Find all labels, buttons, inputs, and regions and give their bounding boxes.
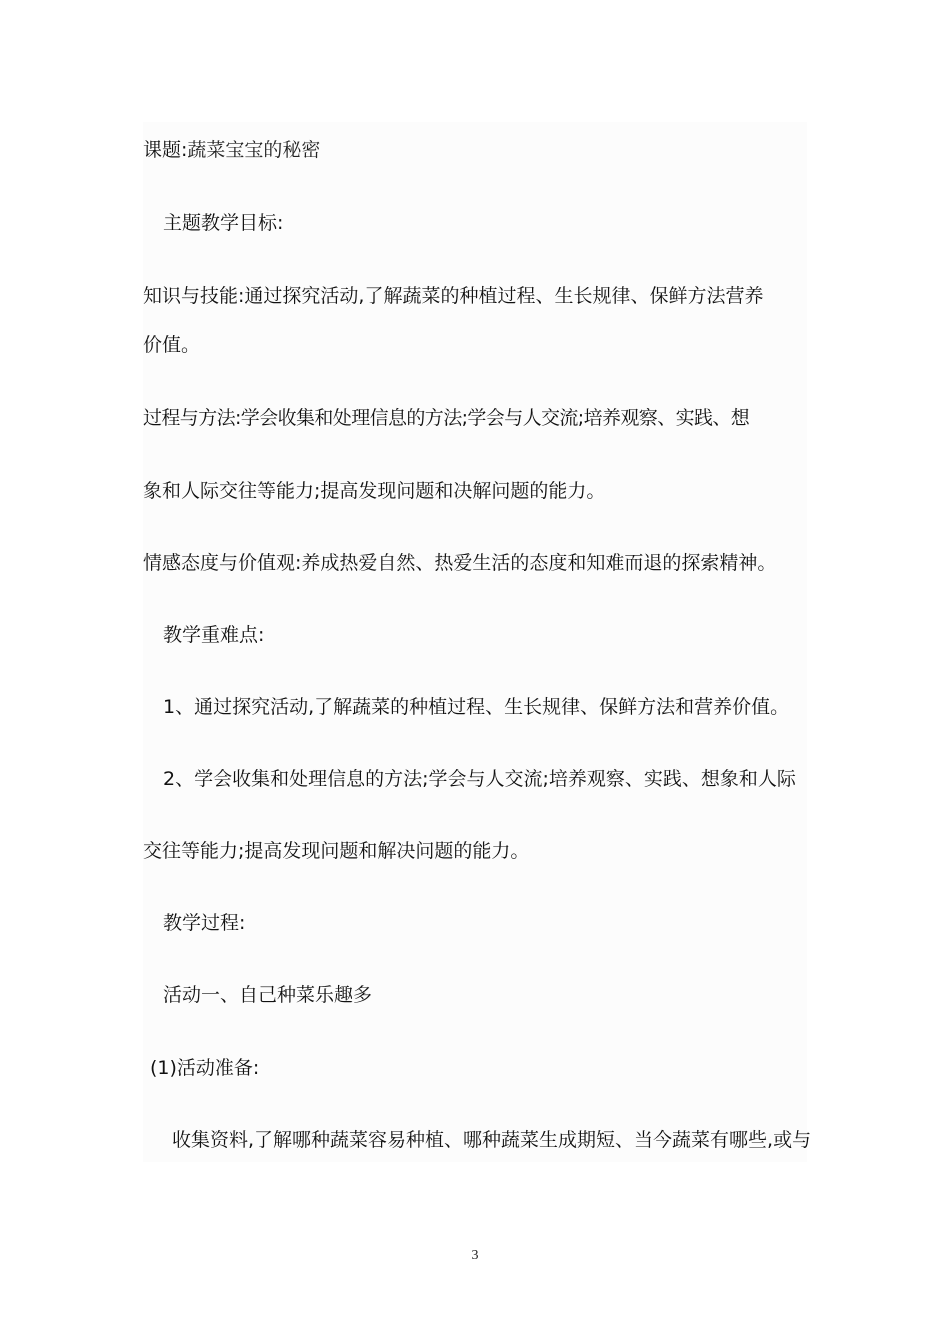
activity-1-subheading: (1)活动准备: [150, 1057, 260, 1079]
process-heading: 教学过程: [163, 912, 246, 934]
lesson-title-label: 课题: [143, 139, 188, 161]
key-point-1: 1、通过探究活动,了解蔬菜的种植过程、生长规律、保鲜方法和营养价值。 [163, 696, 790, 718]
key-point-2-line-2: 交往等能力;提高发现问题和解决问题的能力。 [143, 840, 530, 862]
page-number: 3 [471, 1248, 479, 1263]
activity-1-text: 收集资料,了解哪种蔬菜容易种植、哪种蔬菜生成期短、当今蔬菜有哪些,或与 [172, 1129, 812, 1151]
lesson-title-value: 蔬菜宝宝的秘密 [187, 139, 321, 161]
process-methods-line-2: 象和人际交往等能力;提高发现问题和决解问题的能力。 [143, 480, 606, 502]
process-methods-line-1: 过程与方法:学会收集和处理信息的方法;学会与人交流;培养观察、实践、想 [143, 407, 750, 429]
knowledge-skills-line-1: 知识与技能:通过探究活动,了解蔬菜的种植过程、生长规律、保鲜方法营养 [143, 285, 764, 307]
key-point-2-line-1: 2、学会收集和处理信息的方法;学会与人交流;培养观察、实践、想象和人际 [163, 768, 796, 790]
activity-1-heading: 活动一、自己种菜乐趣多 [163, 984, 373, 1006]
lesson-title [143, 137, 813, 163]
goals-heading: 主题教学目标: [163, 212, 284, 234]
emotion-values-line: 情感态度与价值观:养成热爱自然、热爱生活的态度和知难而退的探索精神。 [143, 552, 777, 574]
key-points-heading: 教学重难点: [163, 624, 265, 646]
knowledge-skills-line-2: 价值。 [143, 334, 201, 356]
